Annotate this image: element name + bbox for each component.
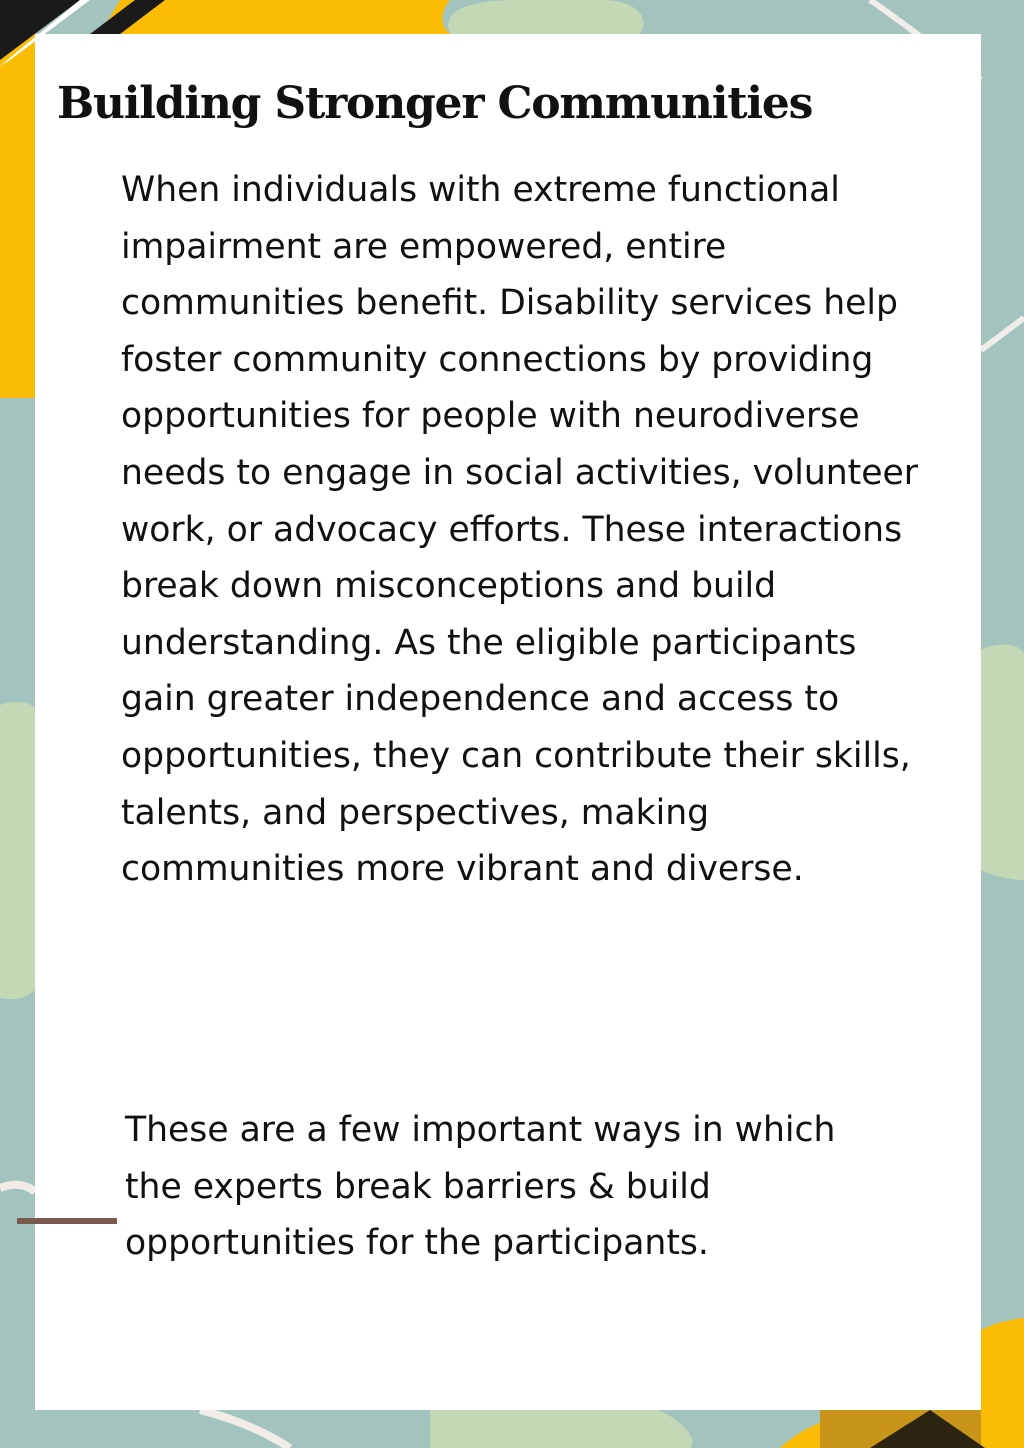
light-curve-right bbox=[981, 318, 1024, 350]
sage-blob-top bbox=[448, 0, 644, 34]
sage-blob-left bbox=[0, 702, 35, 999]
body-paragraph-1: When individuals with extreme functional impairment are empowered, entire communities benefit. Disability services help foster community connections by providing opportunities for people with neurodiverse needs to engage in social activities, volunteer work, or advocacy efforts. These interactions break down misconceptions and build understanding. As the eligible participants gain greater independence and access to opportunities, they can contribute their skills, talents, and perspectives, making communities more vibrant and diverse. bbox=[121, 170, 919, 890]
light-curve-bottom bbox=[200, 1410, 290, 1448]
light-curve-left bbox=[0, 1185, 35, 1192]
body-paragraph-2: These are a few important ways in which the experts break barriers & build opportunities for the participants. bbox=[125, 1110, 836, 1263]
accent-divider bbox=[17, 1218, 117, 1224]
page-title: Building Stronger Communities bbox=[57, 78, 813, 129]
sage-blob-right bbox=[981, 645, 1024, 880]
content-card bbox=[35, 34, 981, 1410]
yellow-bar-left bbox=[0, 0, 35, 398]
